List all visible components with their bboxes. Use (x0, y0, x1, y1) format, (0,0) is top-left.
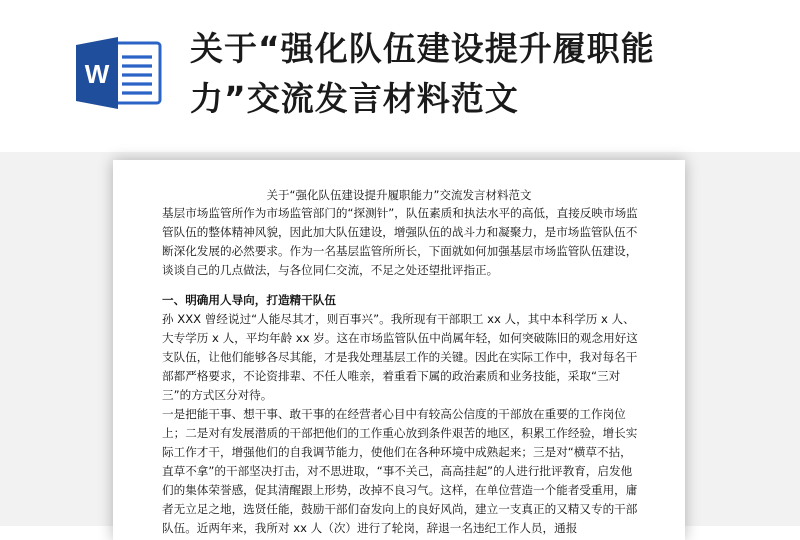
title-line-2: 力”交流发言材料范文 (190, 79, 519, 118)
paragraph-gap (162, 280, 640, 291)
document-page (113, 160, 685, 540)
document-title: 关于“强化队伍建设提升履职能力”交流发言材料范文 (266, 188, 532, 202)
section-heading-1: 一、明确用人导向，打造精干队伍 (162, 293, 336, 307)
document-body (162, 204, 640, 538)
svg-text:W: W (84, 59, 110, 89)
intro-paragraph: 基层市场监管所作为市场监管部门的“探测针”，队伍素质和执法水平的高低，直接反映市场监管队伍的整体精神风貌，因此加大队伍建设，增强队伍的战斗力和凝聚力，是市场监管队伍不断深化发展的必然要求。作为一名基层监管所所长，下面就如何加强基层市场监管队伍建设，谈谈自己的几点做法，与各位同仁交流，不足之处还望批评指正。 (162, 206, 638, 277)
page-title (190, 24, 750, 124)
body-paragraph: 孙 XXX 曾经说过“人能尽其才，则百事兴”。我所现有干部职工 xx 人，其中本科学历 x 人、大专学历 x 人，平均年龄 xx 岁。这在市场监管队伍中尚属年轻，如何突破陈旧的观念用好这支队伍，让他们能够各尽其能，才是我处理基层工作的关键。因此在实际工作中，我对每名干部都严格要求，不论资排辈、不任人唯亲，着重看下属的政治素质和业务技能，采取“三对三”的方式区分对待。 (162, 312, 638, 402)
document-header (0, 0, 800, 152)
word-icon (76, 37, 162, 109)
title-line-1: 关于“强化队伍建设提升履职能 (190, 29, 655, 68)
body-paragraph: 一是把能干事、想干事、敢干事的在经营者心目中有较高公信度的干部放在重要的工作岗位上；二是对有发展潜质的干部把他们的工作重心放到条件艰苦的地区，积累工作经验，增长实际工作才干，增强他们的自我调节能力，使他们在各种环境中成熟起来；三是对“横草不拈，直草不拿”的干部坚决打击，对不思进取，“事不关己，高高挂起”的人进行批评教育，启发他们的集体荣誉感，促其清醒跟上形势，改掉不良习气。这样，在单位营造一个能者受重用，庸者无立足之地，选贤任能，鼓励干部们奋发向上的良好风尚，建立一支真正的又精又专的干部队伍。近两年来，我所对 xx 人（次）进行了轮岗，辞退一名违纪工作人员，通报 (162, 407, 638, 535)
